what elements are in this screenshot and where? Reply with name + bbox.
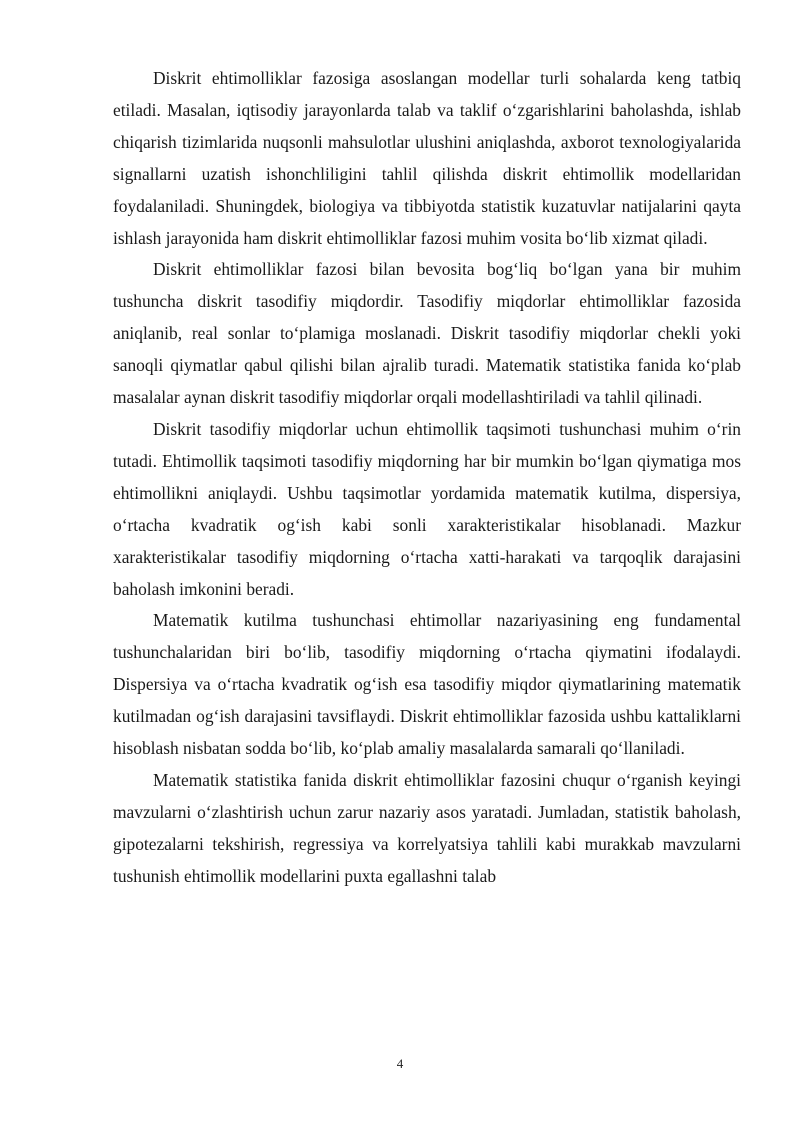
- paragraph: Diskrit ehtimolliklar fazosi bilan bevosita bog‘liq bo‘lgan yana bir muhim tushuncha diskrit tasodifiy miqdordir. Tasodifiy miqdorlar ehtimolliklar fazosida aniqlanib, real sonlar to‘plamiga moslanadi. Diskrit tasodifiy miqdorlar chekli yoki sanoqli qiymatlar qabul qilishi bilan ajralib turadi. Matematik statistika fanida ko‘plab masalalar aynan diskrit tasodifiy miqdorlar orqali modellashtiriladi va tahlil qilinadi.: [113, 259, 741, 408]
- paragraph: Matematik statistika fanida diskrit ehtimolliklar fazosini chuqur o‘rganish keyingi mavzularni o‘zlashtirish uchun zarur nazariy asos yaratadi. Jumladan, statistik baholash, gipotezalarni tekshirish, regressiya va korrelyatsiya tahlili kabi murakkab mavzularni tushunish ehtimollik modellarini puxta egallashni talab: [113, 769, 741, 886]
- paragraph: Matematik kutilma tushunchasi ehtimollar nazariyasining eng fundamental tushunchalaridan biri bo‘lib, tasodifiy miqdorning o‘rtacha qiymatini ifodalaydi. Dispersiya va o‘rtacha kvadratik og‘ish esa tasodifiy miqdor qiymatlarining matematik kutilmadan og‘ish darajasini tavsiflaydi. Diskrit ehtimolliklar fazosida ushbu kattaliklarni hisoblash nisbatan sodda bo‘lib, ko‘plab amaliy masalalarda samarali qo‘llaniladi.: [113, 610, 741, 759]
- paragraph: Diskrit tasodifiy miqdorlar uchun ehtimollik taqsimoti tushunchasi muhim o‘rin tutadi. Ehtimollik taqsimoti tasodifiy miqdorning har bir mumkin bo‘lgan qiymatiga mos ehtimollikni aniqlaydi. Ushbu taqsimotlar yordamida matematik kutilma, dispersiya, o‘rtacha kvadratik og‘ish kabi sonli xarakteristikalar hisoblanadi. Mazkur xarakteristikalar tasodifiy miqdorning o‘rtacha xatti-harakati va tarqoqlik darajasini baholash imkonini beradi.: [113, 418, 741, 599]
- page-body: [113, 63, 741, 893]
- paragraph: Diskrit ehtimolliklar fazosiga asoslangan modellar turli sohalarda keng tatbiq etiladi. Masalan, iqtisodiy jarayonlarda talab va taklif o‘zgarishlarini baholashda, ishlab chiqarish tizimlarida nuqsonli mahsulotlar ulushini aniqlashda, axborot texnologiyalarida signallarni uzatish ishonchliligini tahlil qilishda diskrit ehtimollik modellaridan foydalaniladi. Shuningdek, biologiya va tibbiyotda statistik kuzatuvlar natijalarini qayta ishlash jarayonida ham diskrit ehtimolliklar fazosi muhim vosita bo‘lib xizmat qiladi.: [113, 68, 741, 248]
- page-number: 4: [396, 1056, 404, 1071]
